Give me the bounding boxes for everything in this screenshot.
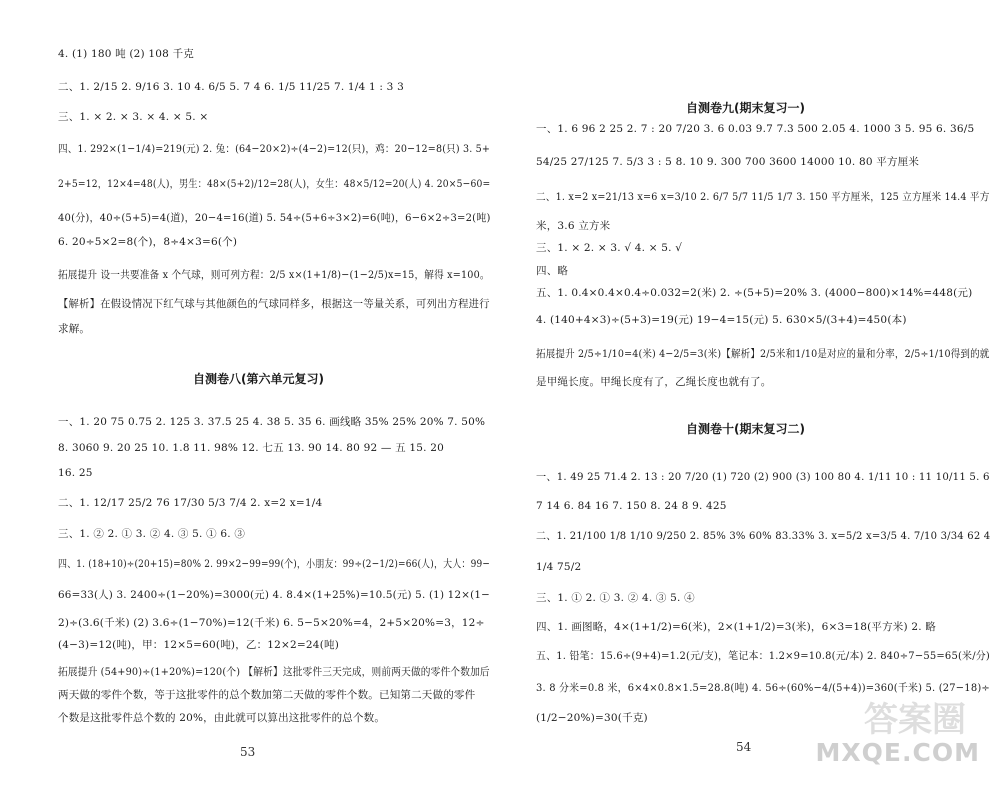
- answer-line: 一、1. 6 96 2 25 2. 7 : 20 7/20 3. 6 0.03 9.7 7.3 500 2.05 4. 1000 3 5. 95 6. 36/5: [536, 123, 975, 135]
- answer-line: 二、1. 2/15 2. 9/16 3. 10 4. 6/5 5. 7 4 6. 1/5 11/25 7. 1/4 1 : 3 3: [58, 81, 404, 93]
- answer-line: 拓展提升 2/5÷1/10=4(米) 4−2/5=3(米)【解析】2/5米和1/10是对应的量和分率，2/5÷1/10得到的就: [536, 348, 990, 360]
- answer-line: 三、1. × 2. × 3. √ 4. × 5. √: [536, 242, 683, 254]
- answer-line: 二、1. 12/17 25/2 76 17/30 5/3 7/4 2. x=2 x=1/4: [58, 497, 323, 509]
- answer-line: 二、1. x=2 x=21/13 x=6 x=3/10 2. 6/7 5/7 11/5 1/7 3. 150 平方厘米，125 立方厘米 14.4 平方: [536, 191, 990, 203]
- answer-line: 16. 25: [58, 467, 93, 479]
- answer-line: 四、1. (18+10)÷(20+15)=80% 2. 99×2−99=99(个)，小朋友：99÷(2−1/2)=66(人)，大人：99−: [58, 558, 491, 570]
- answer-line: 4. (140+4×3)÷(5+3)=19(元) 19−4=15(元) 5. 630×5/(3+4)=450(本): [536, 314, 907, 326]
- answer-line: 2+5=12，12×4=48(人)，男生：48×(5+2)/12=28(人)，女生：48×5/12=20(人) 4. 20×5−60=: [58, 178, 491, 190]
- answer-line: 一、1. 49 25 71.4 2. 13 : 20 7/20 (1) 720 (2) 900 (3) 100 80 4. 1/11 10 : 11 10/11 5. 6: [536, 471, 990, 483]
- answer-line: 求解。: [58, 323, 91, 335]
- answer-line: 五、1. 0.4×0.4×0.4÷0.032=2(米) 2. ÷(5+5)=20% 3. (4000−800)×14%=448(元): [536, 287, 973, 299]
- answer-line: 米，3.6 立方米: [536, 220, 611, 232]
- answer-line: 三、1. ① 2. ① 3. ② 4. ③ 5. ④: [536, 592, 695, 604]
- answer-line: 二、1. 21/100 1/8 1/10 9/250 2. 85% 3% 60% 83.33% 3. x=5/2 x=3/5 4. 7/10 3/34 62 4: [536, 530, 991, 542]
- answer-line: 四、1. 画图略，4×(1+1/2)=6(米)，2×(1+1/2)=3(米)，6×3=18(平方米) 2. 略: [536, 621, 936, 633]
- answer-line: 3. 8 分米=0.8 米，6×4×0.8×1.5=28.8(吨) 4. 56÷(60%−4/(5+4))=360(千米) 5. (27−18)÷: [536, 682, 990, 694]
- answer-line: 拓展提升 设一共要准备 x 个气球，则可列方程：2/5 x×(1+1/8)−(1−2/5)x=15，解得 x=100。: [58, 269, 490, 281]
- section-title: 自测卷十(期末复习二): [686, 422, 805, 436]
- answer-line: (1/2−20%)=30(千克): [536, 712, 648, 724]
- answer-line: 54/25 27/125 7. 5/3 3 : 5 8. 10 9. 300 700 3600 14000 10. 80 平方厘米: [536, 156, 920, 168]
- watermark-domain: MXQE.COM: [815, 738, 980, 767]
- page-number: 53: [240, 745, 256, 759]
- answer-line: 7 14 6. 84 16 7. 150 8. 24 8 9. 425: [536, 500, 727, 512]
- right-page: [500, 0, 1000, 785]
- answer-line: 拓展提升 (54+90)÷(1+20%)=120(个) 【解析】这批零件三天完成，则前两天做的零件个数加后: [58, 666, 490, 678]
- watermark-logo-text: 答案圈: [864, 700, 966, 740]
- site-watermark: [807, 699, 992, 777]
- answer-line: 个数是这批零件总个数的 20%，由此就可以算出这批零件的总个数。: [58, 712, 386, 724]
- answer-line: 三、1. × 2. × 3. × 4. × 5. ×: [58, 111, 209, 123]
- answer-line: 1/4 75/2: [536, 561, 582, 573]
- answer-line: 两天做的零件个数，等于这批零件的总个数加第二天做的零件个数。已知第二天做的零件: [58, 689, 476, 701]
- section-title: 自测卷九(期末复习一): [686, 101, 805, 115]
- answer-line: 五、1. 铅笔：15.6÷(9+4)=1.2(元/支)，笔记本：1.2×9=10.8(元/本) 2. 840÷7−55=65(米/分): [536, 650, 990, 662]
- answer-line: 【解析】在假设情况下红气球与其他颜色的气球同样多，根据这一等量关系，可列出方程进行: [58, 298, 490, 310]
- answer-line: 一、1. 20 75 0.75 2. 125 3. 37.5 25 4. 38 5. 35 6. 画线略 35% 25% 20% 7. 50%: [58, 416, 486, 428]
- answer-line: 是甲绳长度。甲绳长度有了，乙绳长度也就有了。: [536, 376, 772, 388]
- answer-line: (4−3)=12(吨)，甲：12×5=60(吨)，乙：12×2=24(吨): [58, 639, 339, 651]
- answer-line: 40(分)，40÷(5+5)=4(道)，20−4=16(道) 5. 54÷(5+6÷3×2)=6(吨)，6−6×2÷3=2(吨): [58, 212, 491, 224]
- answer-line: 6. 20÷5×2=8(个)，8÷4×3=6(个): [58, 236, 238, 248]
- answer-line: 66=33(人) 3. 2400÷(1−20%)=3000(元) 4. 8.4×(1+25%)=10.5(元) 5. (1) 12×(1−: [58, 589, 491, 601]
- answer-line: 2)÷(3.6(千米) (2) 3.6÷(1−70%)=12(千米) 6. 5−5×20%=4，2+5×20%=3，12÷: [58, 617, 485, 629]
- answer-line: 四、略: [536, 265, 569, 277]
- answer-line: 8. 3060 9. 20 25 10. 1.8 11. 98% 12. 七五 13. 90 14. 80 92 — 五 15. 20: [58, 442, 444, 454]
- answer-line: 四、1. 292×(1−1/4)=219(元) 2. 兔：(64−20×2)÷(4−2)=12(只)，鸡：20−12=8(只) 3. 5+: [58, 143, 491, 155]
- answer-line: 三、1. ② 2. ① 3. ② 4. ③ 5. ① 6. ③: [58, 528, 246, 540]
- answer-line: 4. (1) 180 吨 (2) 108 千克: [58, 48, 194, 60]
- page-number: 54: [736, 740, 752, 754]
- section-title: 自测卷八(第六单元复习): [193, 372, 324, 386]
